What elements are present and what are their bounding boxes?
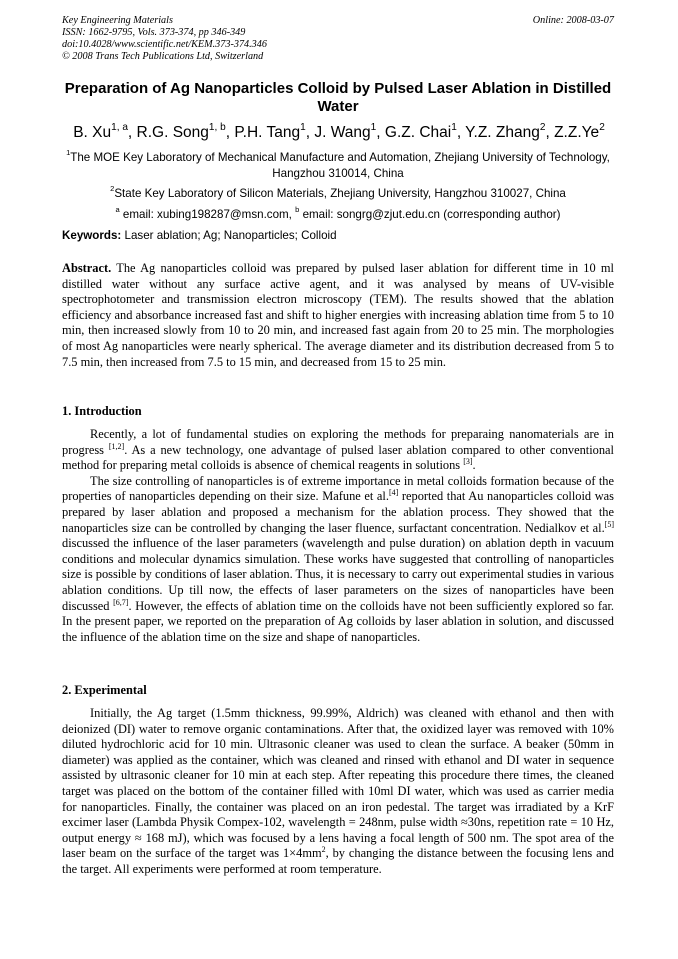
keywords-label: Keywords: — [62, 229, 122, 242]
affiliation-1: $^1$The MOE Key Laboratory of Mechanical Manufacture and Automation, Zhejiang University of Technology, Hangzhou 310014, China — [66, 148, 610, 180]
online-date: Online: 2008-03-07 — [532, 15, 614, 26]
citation: [6,7] — [113, 597, 129, 607]
abstract — [62, 261, 614, 370]
journal-name: Key Engineering Materials — [62, 15, 173, 26]
author-list — [56, 123, 622, 143]
citation: [5] — [604, 519, 614, 529]
keywords — [62, 229, 614, 243]
copyright-line: © 2008 Trans Tech Publications Ltd, Switzerland — [62, 51, 264, 62]
introduction-body — [62, 427, 614, 645]
introduction-heading: 1. Introduction — [62, 404, 142, 418]
author-emails: $^a$ email: xubing198287@msn.com, $^b$ email: songrg@zjut.edu.cn (corresponding author) — [115, 205, 561, 221]
author: Y.Z. Zhang$^2$, — [465, 121, 555, 141]
journal-header — [62, 15, 614, 63]
author: B. Xu$^{1, a}$, — [73, 121, 137, 141]
citation: [3] — [463, 457, 473, 467]
doi-line: doi:10.4028/www.scientific.net/KEM.373-374.346 — [62, 39, 267, 50]
author: Z.Z.Ye$^2$ — [554, 121, 605, 141]
author: P.H. Tang$^1$, — [234, 121, 315, 141]
experimental-body — [62, 706, 614, 878]
issn-line: ISSN: 1662-9795, Vols. 373-374, pp 346-349 — [62, 27, 246, 38]
citation: [1,2] — [108, 441, 125, 451]
paragraph: The size controlling of nanoparticles is of extreme importance in metal colloids formation because of the properties of nanoparticles depending on their size. Mafune et al.[4] reported that Au nanoparticles colloid was prepared by laser ablation and proposed a mechanism for the ablation process. They showed that the nanoparticles size can be controlled by changing the laser fluence, surfactant concentration. Nedialkov et al.[5] discussed the influence of the laser parameters (wavelength and pulse duration) on ablation depth in vacuum conditions and molecular dynamics simulation. These works have suggested that controlling of nanoparticles size is possible by conditions of laser ablation. Thus, it is necessary to carry out experimental studies in various ablation conditions. Up till now, the effects of laser parameters on the sizes of nanoparticles have been discussed [6,7]. However, the effects of ablation time on the colloids have not been sufficiently explored so far. In the present paper, we reported on the preparation of Ag colloids by laser ablation in solution, and discussed the influence of the ablation time on the size and shape of nanoparticles. — [62, 473, 614, 644]
author: R.G. Song$^{1, b}$, — [136, 121, 235, 141]
citation: [4] — [388, 488, 399, 498]
keywords-text: Laser ablation; Ag; Nanoparticles; Colloid — [121, 229, 337, 242]
abstract-label: Abstract. — [62, 261, 112, 275]
paragraph: Initially, the Ag target (1.5mm thickness, 99.99%, Aldrich) was cleaned with ethanol and then with deionized (DI) water to remove organic contaminations. After that, the oxidized layer was removed with 10% diluted hydrochloric acid for 10 min. Ultrasonic cleaner was used to clean the surface. A beaker (50mm in diameter) was applied as the container, which was cleaned and rinsed with ethanol and DI water in sequence assisted by ultrasonic cleaner for 10 min at each step. After repeating this procedure there times, the cleaned target was placed on the bottom of the container filled with 10ml DI water, which was used as carrier media for nanoparticles. Finally, the container was placed on an iron pedestal. The target was irradiated by a KrF excimer laser (Lambda Physik Compex-102, wavelength = 248nm, pulse width ≈30ns, repetition rate = 10 Hz, output energy ≈ 168 mJ), which was focused by a lens having a focal length of 500 nm. The spot area of the laser beam on the surface of the target was $1\times 4mm^2$, by changing the distance between the focusing lens and the target. All experiments were performed at room temperature. — [62, 706, 614, 876]
author: G.Z. Chai$^1$, — [384, 121, 466, 141]
experimental-heading: 2. Experimental — [62, 683, 147, 697]
affiliation-2: $^2$State Key Laboratory of Silicon Materials, Zhejiang University, Hangzhou 310027, China — [110, 184, 566, 200]
author: J. Wang$^1$, — [314, 121, 385, 141]
abstract-text: The Ag nanoparticles colloid was prepared by pulsed laser ablation for different time in 10 ml distilled water without any surface active agent, and it was analysed by means of UV-visible spectrophotometer and transmission electron microscopy (TEM). The results showed that the ablation efficiency and absorbance increased fast and shift to higher energies with increasing ablation time from 5 to 10 min, then increased slowly from 10 to 20 min, and increased fast again from 20 to 25 min. The morphologies of most Ag nanoparticles were nearly spherical. The average diameter and its distribution decreased from 5 to 7.5 min, then increased from 7.5 to 15 min, and decreased from 15 to 25 min. — [62, 261, 614, 369]
paragraph: Recently, a lot of fundamental studies on exploring the methods for preparaing nanomaterials are in progress [1,2]. As a new technology, one advantage of pulsed laser ablation compared to other conventional method for preparing metal colloids is absence of chemical reagents in solutions [3]. — [62, 427, 614, 473]
paper-title: Preparation of Ag Nanoparticles Colloid by Pulsed Laser Ablation in Distilled Water — [64, 80, 612, 115]
